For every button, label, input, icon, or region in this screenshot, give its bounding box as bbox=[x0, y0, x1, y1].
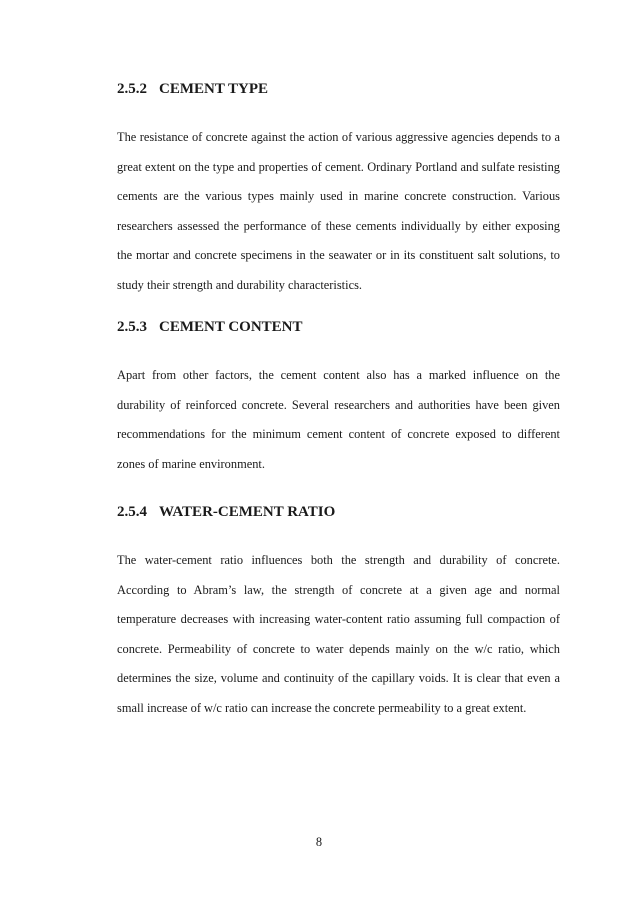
section-title: WATER-CEMENT RATIO bbox=[159, 504, 336, 520]
section-title: CEMENT CONTENT bbox=[159, 319, 303, 335]
section-water-cement-ratio bbox=[117, 503, 560, 723]
section-number: 2.5.3 bbox=[117, 319, 147, 335]
section-heading bbox=[117, 318, 560, 336]
section-paragraph: The resistance of concrete against the action of various aggressive agencies depends to a great extent on the type and properties of cement. Ordinary Portland and sulfate resisting cements are the various types mainly used in marine concrete construction. Various researchers assessed the performance of these cements individually by either exposing the mortar and concrete specimens in the seawater or in its constituent salt solutions, to study their strength and durability characteristics. bbox=[117, 130, 560, 292]
section-heading bbox=[117, 80, 560, 98]
section-number: 2.5.4 bbox=[117, 504, 147, 520]
section-heading bbox=[117, 503, 560, 521]
page-number: 8 bbox=[315, 835, 323, 849]
section-number: 2.5.2 bbox=[117, 81, 147, 97]
section-title: CEMENT TYPE bbox=[159, 81, 269, 97]
section-paragraph: The water-cement ratio influences both the strength and durability of concrete. According to Abram’s law, the strength of concrete at a given age and normal temperature decreases with increasing water-content ratio assuming full compaction of concrete. Permeability of concrete to water depends mainly on the w/c ratio, which determines the size, volume and continuity of the capillary voids. It is clear that even a small increase of w/c ratio can increase the concrete permeability to a great extent. bbox=[117, 553, 560, 715]
section-cement-type bbox=[117, 80, 560, 300]
section-cement-content bbox=[117, 318, 560, 479]
section-paragraph: Apart from other factors, the cement content also has a marked influence on the durability of reinforced concrete. Several researchers and authorities have been given recommendations for the minimum cement content of concrete exposed to different zones of marine environment. bbox=[117, 368, 560, 471]
